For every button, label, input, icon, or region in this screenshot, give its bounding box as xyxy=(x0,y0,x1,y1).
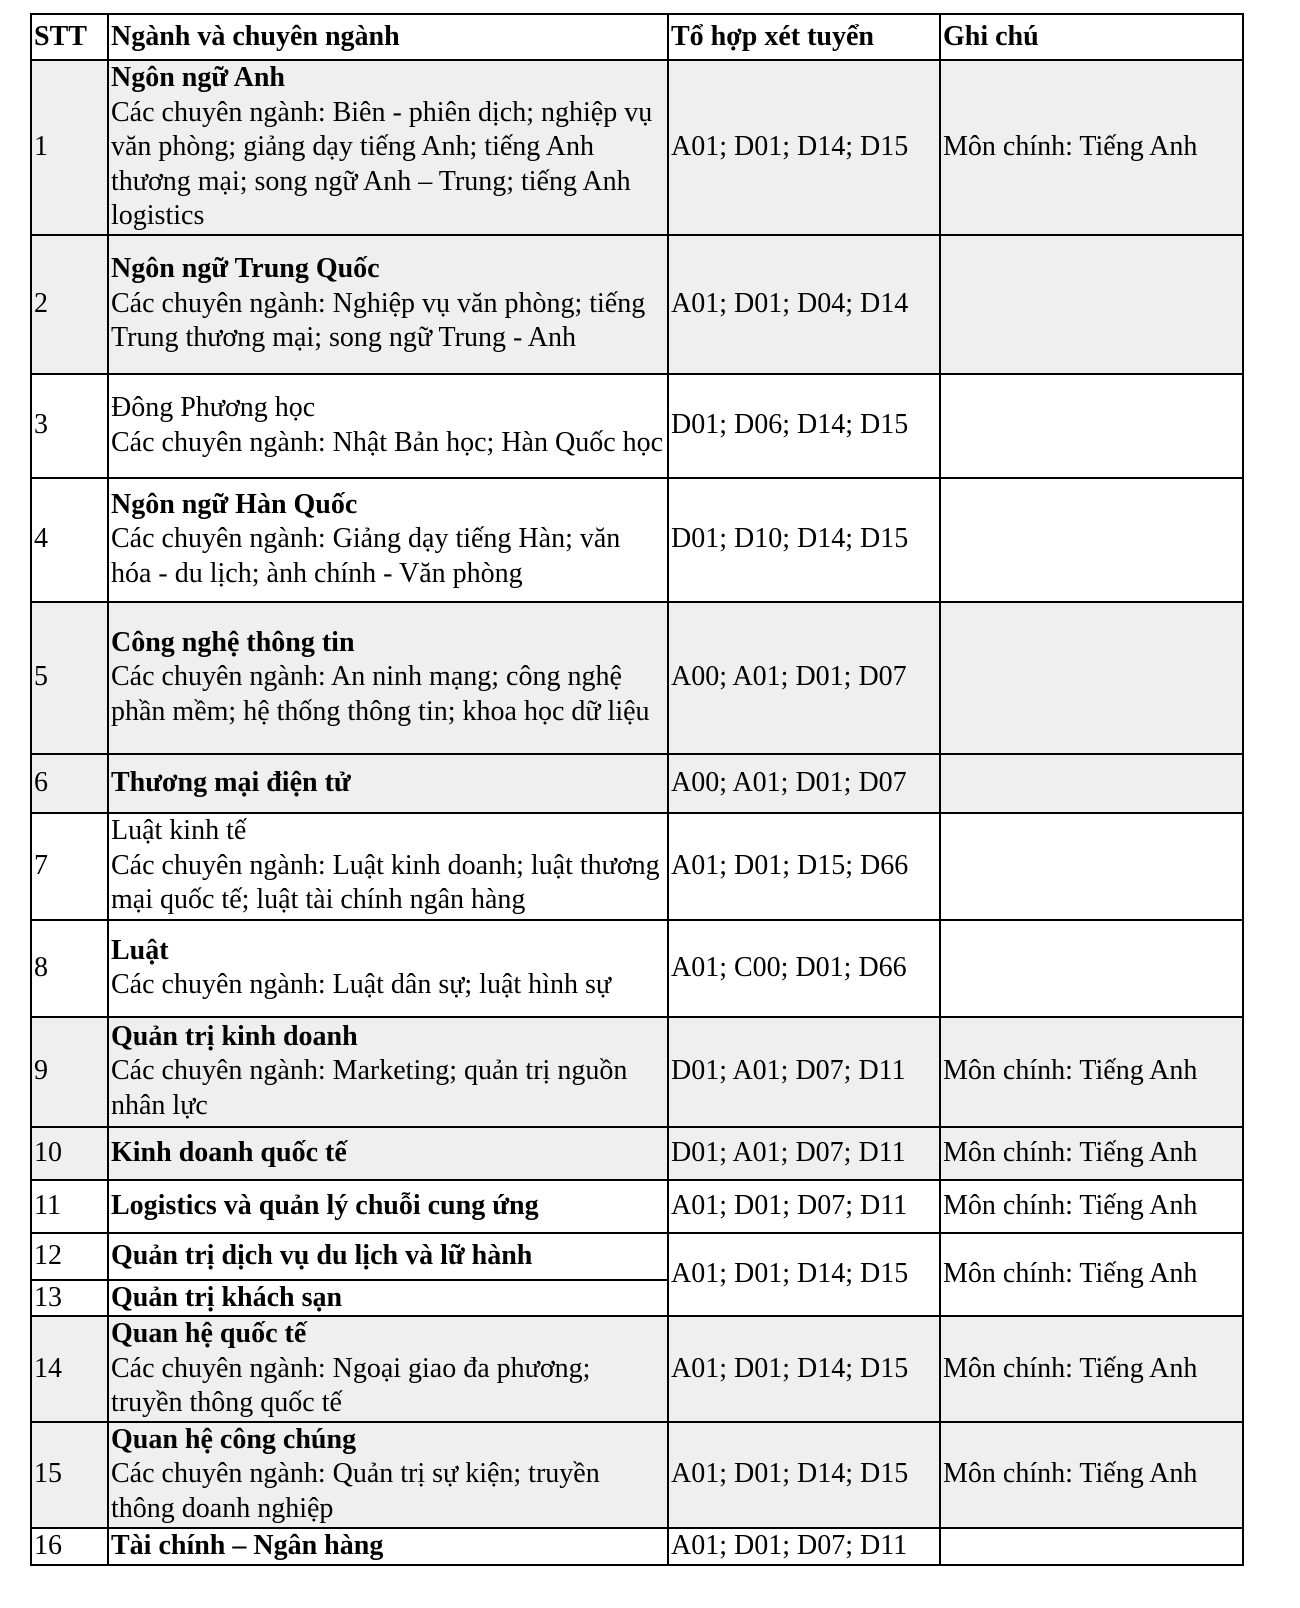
row-stt: 3 xyxy=(31,374,108,478)
admissions-table xyxy=(30,13,1244,1566)
major-name: Luật kinh tế xyxy=(111,815,247,847)
table-row xyxy=(31,1180,1243,1233)
major-name: Thương mại điện tử xyxy=(111,766,351,798)
row-stt: 9 xyxy=(31,1017,108,1127)
row-combos: D01; A01; D07; D11 xyxy=(668,1017,940,1127)
row-combos: A01; D01; D04; D14 xyxy=(668,235,940,374)
row-stt: 6 xyxy=(31,754,108,813)
row-major-cell xyxy=(108,235,668,374)
row-major-cell xyxy=(108,1180,668,1233)
row-stt: 4 xyxy=(31,478,108,602)
row-note xyxy=(940,920,1243,1017)
row-stt: 13 xyxy=(31,1280,108,1317)
major-specializations: Các chuyên ngành: Ngoại giao đa phương; truyền thông quốc tế xyxy=(111,1352,591,1418)
table-row xyxy=(31,1528,1243,1565)
row-combos: A00; A01; D01; D07 xyxy=(668,754,940,813)
table-row xyxy=(31,602,1243,754)
row-combos: A01; C00; D01; D66 xyxy=(668,920,940,1017)
table-row xyxy=(31,920,1243,1017)
admissions-table-container xyxy=(30,13,1244,1566)
row-note: Môn chính: Tiếng Anh xyxy=(940,1127,1243,1180)
major-specializations: Các chuyên ngành: Luật dân sự; luật hình sự xyxy=(111,969,612,1000)
major-name: Kinh doanh quốc tế xyxy=(111,1136,347,1168)
row-major-cell xyxy=(108,1127,668,1180)
row-major-cell xyxy=(108,920,668,1017)
row-stt: 7 xyxy=(31,813,108,920)
row-combos: A01; D01; D07; D11 xyxy=(668,1528,940,1565)
row-stt: 14 xyxy=(31,1316,108,1422)
row-note: Môn chính: Tiếng Anh xyxy=(940,60,1243,235)
row-note xyxy=(940,478,1243,602)
row-stt: 10 xyxy=(31,1127,108,1180)
row-combos: A01; D01; D14; D15 xyxy=(668,1422,940,1528)
major-name: Quản trị kinh doanh xyxy=(111,1020,358,1052)
row-note: Môn chính: Tiếng Anh xyxy=(940,1180,1243,1233)
major-name: Logistics và quản lý chuỗi cung ứng xyxy=(111,1189,539,1221)
row-major-cell xyxy=(108,754,668,813)
table-body xyxy=(31,60,1243,1565)
row-note xyxy=(940,813,1243,920)
major-name: Đông Phương học xyxy=(111,392,316,423)
row-combos: D01; D06; D14; D15 xyxy=(668,374,940,478)
major-specializations: Các chuyên ngành: Luật kinh doanh; luật thương mại quốc tế; luật tài chính ngân hàng xyxy=(111,849,660,916)
table-header-row xyxy=(31,14,1243,60)
row-note: Môn chính: Tiếng Anh xyxy=(940,1316,1243,1422)
row-note: Môn chính: Tiếng Anh xyxy=(940,1017,1243,1127)
row-combos: A00; A01; D01; D07 xyxy=(668,602,940,754)
row-major-cell xyxy=(108,602,668,754)
table-row xyxy=(31,478,1243,602)
row-major-cell xyxy=(108,374,668,478)
row-combos: D01; A01; D07; D11 xyxy=(668,1127,940,1180)
row-major-cell xyxy=(108,1017,668,1127)
row-combos: A01; D01; D07; D11 xyxy=(668,1180,940,1233)
header-note: Ghi chú xyxy=(940,14,1243,60)
major-name: Quản trị dịch vụ du lịch và lữ hành xyxy=(111,1239,533,1271)
row-major-cell xyxy=(108,1233,668,1280)
row-stt: 15 xyxy=(31,1422,108,1528)
major-specializations: Các chuyên ngành: Giảng dạy tiếng Hàn; văn hóa - du lịch; ành chính - Văn phòng xyxy=(111,523,621,589)
major-name: Quan hệ công chúng xyxy=(111,1423,357,1455)
row-major-cell xyxy=(108,1422,668,1528)
row-note xyxy=(940,235,1243,374)
major-name: Ngôn ngữ Trung Quốc xyxy=(111,253,380,285)
row-combos: A01; D01; D14; D15 xyxy=(668,1316,940,1422)
table-row xyxy=(31,813,1243,920)
row-stt: 16 xyxy=(31,1528,108,1565)
table-row xyxy=(31,1017,1243,1127)
row-note xyxy=(940,374,1243,478)
major-name: Quản trị khách sạn xyxy=(111,1281,343,1313)
major-name: Quan hệ quốc tế xyxy=(111,1318,307,1349)
major-specializations: Các chuyên ngành: Nghiệp vụ văn phòng; tiếng Trung thương mại; song ngữ Trung - Anh xyxy=(111,287,646,354)
table-row xyxy=(31,1316,1243,1422)
row-major-cell xyxy=(108,60,668,235)
row-stt: 8 xyxy=(31,920,108,1017)
row-note xyxy=(940,754,1243,813)
major-name: Ngôn ngữ Anh xyxy=(111,62,285,93)
row-major-cell xyxy=(108,813,668,920)
row-stt: 11 xyxy=(31,1180,108,1233)
table-row xyxy=(31,1422,1243,1528)
row-major-cell xyxy=(108,1280,668,1317)
row-note xyxy=(940,602,1243,754)
row-stt: 12 xyxy=(31,1233,108,1280)
major-specializations: Các chuyên ngành: Biên - phiên dịch; nghiệp vụ văn phòng; giảng dạy tiếng Anh; tiếng Anh thương mại; song ngữ Anh – Trung; tiếng Anh logistics xyxy=(111,96,653,231)
row-combos: A01; D01; D14; D15 xyxy=(668,1233,940,1317)
row-major-cell xyxy=(108,1528,668,1565)
table-row xyxy=(31,754,1243,813)
table-row xyxy=(31,1233,1243,1280)
major-specializations: Các chuyên ngành: Quản trị sự kiện; truyền thông doanh nghiệp xyxy=(111,1458,600,1524)
table-row xyxy=(31,374,1243,478)
major-name: Ngôn ngữ Hàn Quốc xyxy=(111,488,358,520)
table-row xyxy=(31,1127,1243,1180)
table-row xyxy=(31,60,1243,235)
row-combos: D01; D10; D14; D15 xyxy=(668,478,940,602)
row-major-cell xyxy=(108,1316,668,1422)
row-note: Môn chính: Tiếng Anh xyxy=(940,1233,1243,1317)
row-combos: A01; D01; D14; D15 xyxy=(668,60,940,235)
row-stt: 1 xyxy=(31,60,108,235)
table-row xyxy=(31,235,1243,374)
major-name: Luật xyxy=(111,934,169,966)
major-name: Công nghệ thông tin xyxy=(111,626,355,658)
row-major-cell xyxy=(108,478,668,602)
major-name: Tài chính – Ngân hàng xyxy=(111,1529,384,1561)
row-note: Môn chính: Tiếng Anh xyxy=(940,1422,1243,1528)
row-combos: A01; D01; D15; D66 xyxy=(668,813,940,920)
row-stt: 5 xyxy=(31,602,108,754)
header-major: Ngành và chuyên ngành xyxy=(108,14,668,60)
major-specializations: Các chuyên ngành: Nhật Bản học; Hàn Quốc học xyxy=(111,426,664,458)
major-specializations: Các chuyên ngành: An ninh mạng; công nghệ phần mềm; hệ thống thông tin; khoa học dữ liệu xyxy=(111,661,650,727)
header-combos: Tổ hợp xét tuyển xyxy=(668,14,940,60)
row-note xyxy=(940,1528,1243,1565)
major-specializations: Các chuyên ngành: Marketing; quản trị nguồn nhân lực xyxy=(111,1055,628,1121)
row-stt: 2 xyxy=(31,235,108,374)
header-stt: STT xyxy=(31,14,108,60)
